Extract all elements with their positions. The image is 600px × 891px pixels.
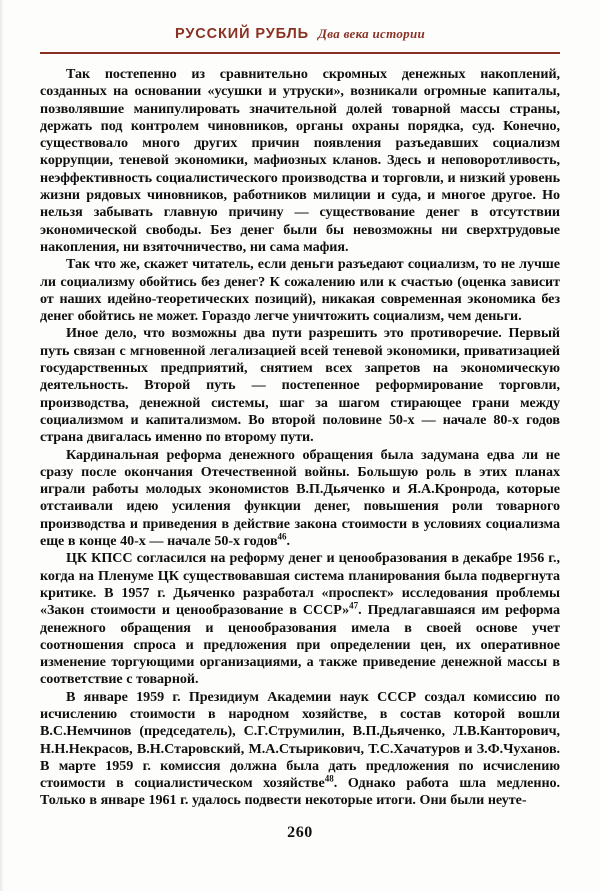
paragraph-text-tail: . Предлагавшаяся им реформа денежного обращения и ценообразования имела в своей основе учет соотношения спроса и предложения при определении цен, их оперативное изменение торгующими организациями, а также приведение денежной массы в соответствие с товарной.: [40, 602, 560, 688]
running-head-subtitle: Два века истории: [318, 26, 425, 41]
paragraph: Так что же, скажет читатель, если деньги разъедают социализм, то не лучше ли социализму обойтись без денег? К сожалению или к счастью (оценка зависит от наших идейно-теоретических позиций), никакая современная экономика без денег обойтись не может. Гораздо легче уничтожить социализм, чем деньги.: [40, 256, 560, 325]
paragraph-text: В январе 1959 г. Президиум Академии наук СССР создал комиссию по исчислению стоимости в народном хозяйстве, в состав которой вошли В.С.Немчинов (председатель), С.Г.Струмилин, В.П.Дьяченко, Л.В.Канторович, Н.Н.Некрасов, В.Н.Старовский, М.А.Стырикович, Т.С.Хачатуров и З.Ф.Чуханов. В марте 1959 г. комиссия должна была дать предложения по исчислению стоимости в социалистическом хозяйстве: [40, 688, 560, 792]
footnote-marker: 48: [324, 773, 334, 784]
paragraph: Так постепенно из сравнительно скромных денежных накоплений, созданных на основании «усушки и утруски», возникали огромные капиталы, позволявшие манипулировать значительной долей товарной массы страны, держать под контролем чиновников, органы охраны порядка, суд. Конечно, существовало много других причин появления разъедавших социализм коррупции, теневой экономики, мафиозных кланов. Здесь и неповоротливость, неэффективность социалистического производства и торговли, и низкий уровень жизни рядовых чиновников, работников милиции и суда, и многое другое. Но нельзя забывать главную причину — существование денег в отсутствии экономической свободы. Без денег были бы невозможны ни сверхтрудовые накопления, ни взяточничество, ни сама мафия.: [40, 66, 560, 255]
running-head: [40, 25, 560, 43]
page-number: 260: [287, 824, 313, 841]
footnote-marker: 46: [277, 531, 287, 542]
scan-gutter-shadow: [0, 0, 4, 891]
body-text: [40, 66, 560, 810]
paragraph: [40, 550, 560, 688]
paragraph-text-tail: . Однако работа шла медленно. Только в январе 1961 г. удалось подвести некоторые итоги. Они были неуте-: [40, 775, 560, 809]
paragraph: [40, 447, 560, 551]
paragraph: Иное дело, что возможны два пути разрешить это противоречие. Первый путь связан с мгновенной легализацией всей теневой экономики, приватизацией государственных предприятий, снятием всех запретов на экономическую деятельность. Второй путь — постепенное реформирование торговли, производства, денежной системы, шаг за шагом стирающее грани между социализмом и капитализмом. Во второй половине 50-х — начале 80-х годов страна двигалась именно по второму пути.: [40, 325, 560, 446]
footnote-marker: 47: [349, 600, 359, 611]
paragraph: [40, 689, 560, 810]
paragraph-text: Кардинальная реформа денежного обращения была задумана едва ли не сразу после окончания Отечественной войны. Большую роль в этих планах играли работы молодых экономистов В.П.Дьяченко и Я.А.Кронрода, которые отстаивали идею усиления функции денег, повышения роли товарного производства и приведения в действие закона стоимости в условиях социализма еще в конце 40-х — начале 50-х годов: [40, 446, 560, 550]
running-head-title: РУССКИЙ РУБЛЬ: [174, 26, 310, 42]
paragraph-text: ЦК КПСС согласился на реформу денег и ценообразования в декабре 1956 г., когда на Пленуме ЦК существовавшая система планирования была подвергнута критике. В 1957 г. Дьяченко разработал «проспект» исследования проблемы «Закон стоимости и ценообразование в СССР»: [40, 550, 560, 619]
paragraph-text-tail: .: [286, 533, 291, 550]
page-content: [40, 0, 560, 891]
running-head-rule: [40, 52, 560, 54]
